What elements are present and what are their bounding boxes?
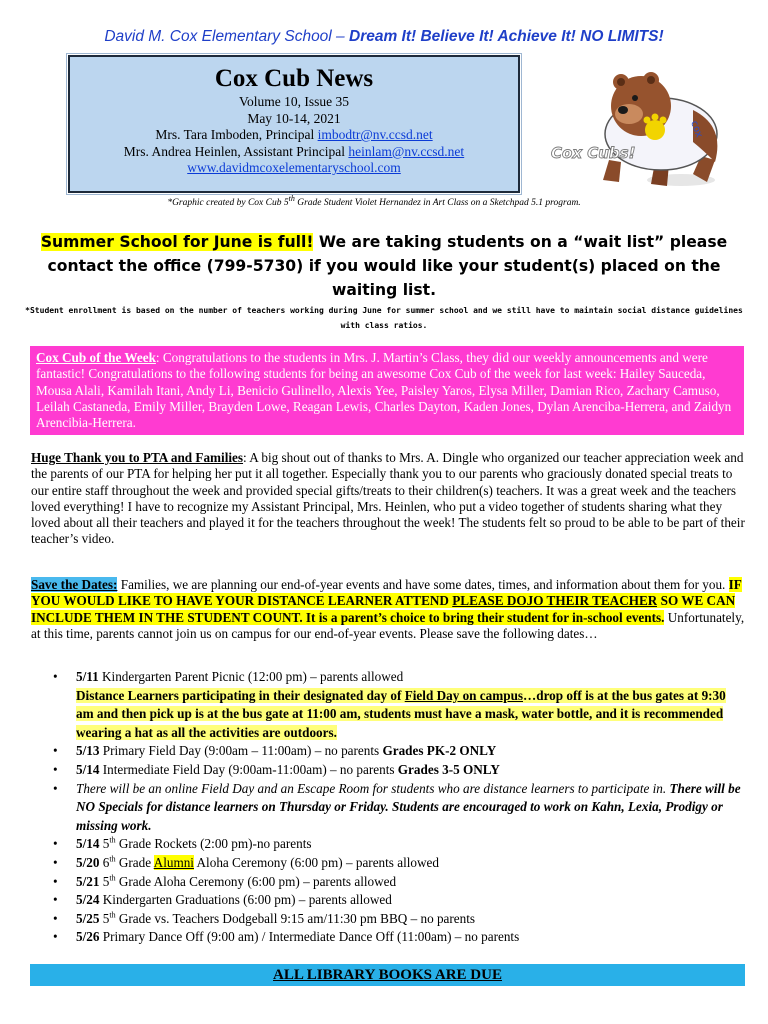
school-tagline [0,28,768,46]
school-motto: Dream It! Believe It! Achieve It! NO LIMITS! [344,28,664,45]
list-item: • 5/21 5th Grade Aloha Ceremony (6:00 pm) – parents allowed [53,873,397,889]
principal-line: Mrs. Tara Imboden, Principal imbodtr@nv.ccsd.net [155,127,433,142]
list-item: • 5/11 Kindergarten Parent Picnic (12:00 pm) – parents allowed Distance Learners participating in their designated day of Field Day on campus…drop off is at the bus gates at 9:30 am and then pick up is at the bus gate at 11:00 am, students must have a mask, water bottle, and it is recommended wearing a hat as all the activities are outdoors. [53,668,743,742]
pta-thank-you: Huge Thank you to PTA and Families: A big shout out of thanks to Mrs. A. Dingle who organized our teacher appreciation week and the parents of our PTA for helping her put it all together. Especially thank you to our parents who graciously donated special treats to our entire staff throughout the week and provided special gifts/treats to their children(s) teachers. It was a great week and the teachers loved everything! I have to recognize my Assistant Principal, Mrs. Heinlen, who put a video together of students sharing what they loved about all their teachers and played it for the teachers throughout the week! The students felt so proud to be able to be part of their teacher’s video. [31,450,745,547]
cub-of-the-week-box: Cox Cub of the Week: Congratulations to the students in Mrs. J. Martin’s Class, they did our weekly announcements and were fantastic! Congratulations to the following students for being an awesome Cox Cub of the week for last week: Hailey Sauceda, Mousa Alali, Kamilah Itani, Andy Li, Benicio Gulinello, Alexis Yee, Paisley Yaros, Elysa Miller, Damian Rico, Zachary Camuso, Leilah Castaneda, Emily Miller, Brayden Lowe, Reagan Lewis, Charles Dayton, Kaden Jones, Dylan Arenciba-Herrera, and Zaidyn Arencibia-Herrera. [30,346,744,435]
list-item: • 5/20 6th Grade Alumni Aloha Ceremony (6:00 pm) – parents allowed [53,854,439,870]
issue-dates: May 10-14, 2021 [247,110,341,126]
library-books-banner [30,964,745,986]
event-list [53,668,743,947]
issue-number: Volume 10, Issue 35 [239,94,349,109]
cub-of-the-week-label: Cox Cub of the Week [36,350,156,365]
website-line [70,160,518,177]
pta-thank-you-label: Huge Thank you to PTA and Families [31,450,244,465]
school-name: David M. Cox Elementary School – [104,28,345,45]
summer-enrollment-note: *Student enrollment is based on the number of teachers working during June for summer school and we still have to maintain social distance guidelines with class ratios. [25,306,743,330]
assistant-principal-line: Mrs. Andrea Heinlen, Assistant Principal heinlam@nv.ccsd.net [123,143,465,159]
newsletter-title: Cox Cub News [214,65,374,92]
field-day-note: Distance Learners participating in their designated day of Field Day on campus…drop off is at the bus gates at 9:30 am and then pick up is at the bus gate at 11:00 am, students must have a mask, water bottle, and it is recommended wearing a hat as all the activities are outdoors. [76,687,726,740]
library-books-label: ALL LIBRARY BOOKS ARE DUE [273,967,502,983]
list-item: • 5/24 Kindergarten Graduations (6:00 pm) – parents allowed [53,892,392,908]
list-item: • 5/13 Primary Field Day (9:00am – 11:00am) – no parents Grades PK-2 ONLY [53,743,497,759]
bear-shirt-text: cox [688,119,705,140]
summer-school-full-highlight: Summer School for June is full! [40,233,314,251]
list-item: • 5/25 5th Grade vs. Teachers Dodgeball 9:15 am/11:30 pm BBQ – no parents [53,910,476,926]
save-the-dates-label: Save the Dates: [31,577,118,592]
bear-mascot-icon [543,62,733,202]
alumni-highlight: Alumni [153,854,194,870]
list-item: • 5/14 5th Grade Rockets (2:00 pm)-no parents [53,835,312,852]
assistant-email-link[interactable]: heinlam@nv.ccsd.net [348,143,465,159]
newsletter-header [68,55,520,193]
graphic-credit: *Graphic created by Cox Cub 5th Grade Student Violet Hernandez in Art Class on a Sketchpad 5.1 program. [167,193,581,208]
cox-cubs-caption: Cox Cubs! [551,144,636,162]
save-the-dates: Save the Dates: Families, we are planning our end-of-year events and have some dates, times, and information about them for you. IF YOU WOULD LIKE TO HAVE YOUR DISTANCE LEARNER ATTEND PLEASE DOJO THEIR TEACHER SO WE CAN INCLUDE THEM IN THE STUDENT COUNT. It is a parent’s choice to bring their student for in-school events. Unfortunately, at this time, parents cannot join us on campus for our end-of-year events. Please save the following dates… [31,577,745,641]
principal-email-link[interactable]: imbodtr@nv.ccsd.net [317,127,433,142]
list-item: • 5/26 Primary Dance Off (9:00 am) / Intermediate Dance Off (11:00am) – no parents [53,929,520,945]
list-item: • There will be an online Field Day and an Escape Room for students who are distance learners to participate in. There will be NO Specials for distance learners on Thursday or Friday. Students are encouraged to work on Kahn, Lexia, Prodigy or missing work. [53,780,741,833]
website-link[interactable]: www.davidmcoxelementaryschool.com [187,160,401,175]
summer-school-notice: Summer School for June is full! We are taking students on a “wait list” please contact the office (799-5730) if you would like your student(s) placed on the waiting list. [40,233,728,299]
list-item: • 5/14 Intermediate Field Day (9:00am-11:00am) – no parents Grades 3-5 ONLY [53,761,500,777]
